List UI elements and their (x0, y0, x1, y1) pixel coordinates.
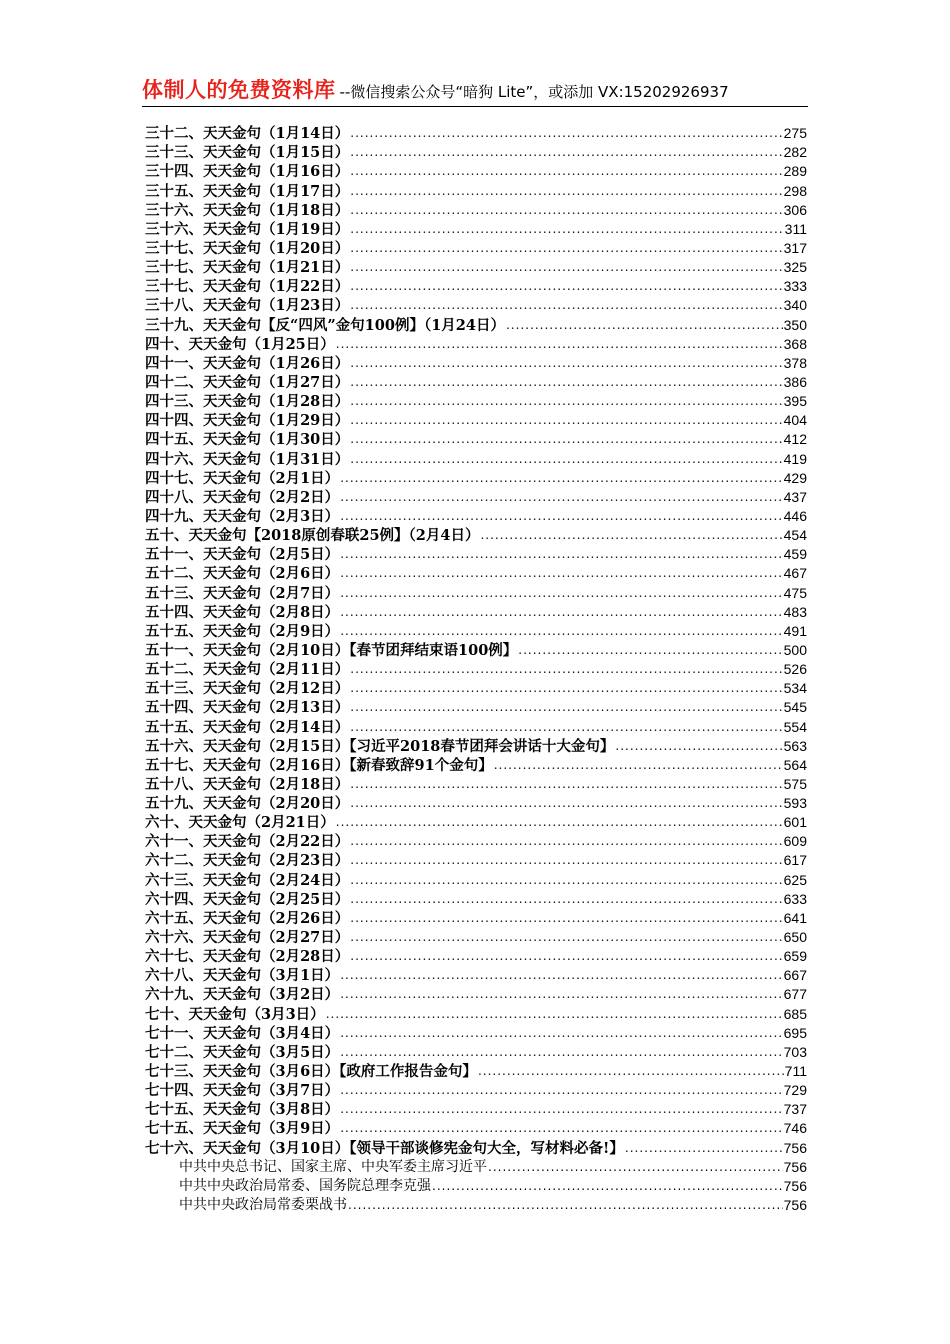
toc-entry-title: 五十、天天金句【2018原创春联25例】（2月4日） (145, 527, 480, 545)
toc-entry-title: 三十六、天天金句（1月19日） (145, 220, 350, 238)
toc-page-number: 454 (783, 527, 807, 544)
toc-entry-title: 四十二、天天金句（1月27日） (145, 373, 350, 391)
toc-dot-leader (615, 737, 782, 756)
toc-dot-leader (350, 890, 782, 909)
toc-page-number: 526 (783, 661, 807, 678)
toc-page-number: 756 (783, 1139, 807, 1156)
toc-entry[interactable] (145, 794, 807, 813)
toc-entry-title: 四十一、天天金句（1月26日） (145, 354, 350, 372)
toc-entry-title: 六十九、天天金句（3月2日） (145, 986, 340, 1004)
toc-page-number: 378 (783, 354, 807, 371)
toc-entry[interactable] (145, 526, 807, 545)
toc-dot-leader (350, 124, 782, 143)
toc-entry-title: 中共中央政治局常委、国务院总理李克强 (179, 1177, 431, 1194)
toc-entry[interactable] (145, 832, 807, 851)
toc-entry-title: 五十五、天天金句（2月14日） (145, 718, 350, 736)
toc-entry-title: 中共中央政治局常委栗战书 (179, 1197, 347, 1214)
toc-entry-title: 六十七、天天金句（2月28日） (145, 948, 350, 966)
toc-dot-leader (432, 1177, 783, 1196)
toc-page-number: 275 (783, 125, 807, 142)
toc-dot-leader (340, 1119, 782, 1138)
toc-entry-title: 五十一、天天金句（2月10日）【春节团拜结束语100例】 (145, 641, 518, 659)
toc-entry[interactable] (145, 258, 807, 277)
toc-page-number: 564 (783, 756, 807, 773)
toc-entry[interactable] (145, 373, 807, 392)
toc-dot-leader (350, 718, 782, 737)
toc-page-number: 729 (783, 1082, 807, 1099)
toc-page-number: 617 (783, 852, 807, 869)
toc-dot-leader (350, 947, 782, 966)
toc-entry[interactable] (145, 1043, 807, 1062)
toc-entry[interactable] (145, 603, 807, 622)
toc-entry-title: 三十七、天天金句（1月20日） (145, 239, 350, 257)
toc-entry[interactable] (145, 296, 807, 315)
toc-entry[interactable] (145, 1100, 807, 1119)
toc-entry-title: 五十五、天天金句（2月9日） (145, 622, 340, 640)
toc-entry-title: 四十八、天天金句（2月2日） (145, 488, 340, 506)
toc-entry[interactable] (145, 1024, 807, 1043)
toc-page-number: 737 (783, 1101, 807, 1118)
toc-page-number: 325 (783, 259, 807, 276)
toc-entry-title: 七十三、天天金句（3月6日）【政府工作报告金句】 (145, 1063, 477, 1081)
toc-entry[interactable] (145, 220, 807, 239)
toc-dot-leader (350, 832, 782, 851)
toc-entry[interactable] (145, 775, 807, 794)
toc-entry-title: 三十五、天天金句（1月17日） (145, 182, 350, 200)
toc-entry-title: 四十九、天天金句（2月3日） (145, 507, 340, 525)
toc-page-number: 756 (783, 1177, 807, 1194)
toc-page-number: 650 (783, 929, 807, 946)
toc-dot-leader (350, 143, 782, 162)
toc-entry-title: 三十三、天天金句（1月15日） (145, 144, 350, 162)
toc-entry-title: 四十四、天天金句（1月29日） (145, 412, 350, 430)
toc-dot-leader (340, 603, 782, 622)
toc-entry-title: 七十五、天天金句（3月9日） (145, 1120, 340, 1138)
toc-dot-leader (340, 564, 782, 583)
toc-entry[interactable] (145, 124, 807, 143)
toc-entry[interactable] (145, 181, 807, 200)
toc-page-number: 311 (784, 220, 807, 237)
toc-entry-title: 七十、天天金句（3月3日） (145, 1005, 325, 1023)
toc-page-number: 633 (783, 890, 807, 907)
page-header (142, 74, 808, 107)
toc-entry[interactable] (145, 1081, 807, 1100)
toc-page-number: 601 (783, 814, 807, 831)
toc-page-number: 419 (783, 450, 807, 467)
toc-entry-title: 六十五、天天金句（2月26日） (145, 909, 350, 927)
toc-dot-leader (350, 277, 782, 296)
toc-dot-leader (478, 1062, 784, 1081)
toc-entry-title: 七十二、天天金句（3月5日） (145, 1043, 340, 1061)
toc-page-number: 282 (783, 144, 807, 161)
toc-page-number: 475 (783, 584, 807, 601)
toc-dot-leader (350, 928, 782, 947)
toc-entry[interactable] (145, 315, 807, 334)
toc-entry[interactable] (145, 469, 807, 488)
toc-page-number: 483 (783, 603, 807, 620)
toc-entry-title: 三十四、天天金句（1月16日） (145, 163, 350, 181)
toc-dot-leader (488, 1158, 783, 1177)
toc-entry-title: 六十四、天天金句（2月25日） (145, 890, 350, 908)
toc-entry[interactable] (145, 870, 807, 889)
toc-page-number: 340 (783, 297, 807, 314)
toc-entry-title: 五十七、天天金句（2月16日）【新春致辞91个金句】 (145, 756, 493, 774)
toc-dot-leader (336, 813, 783, 832)
toc-entry[interactable] (145, 928, 807, 947)
toc-subentry[interactable] (145, 1158, 807, 1177)
toc-entry-title: 六十一、天天金句（2月22日） (145, 833, 350, 851)
toc-page-number: 667 (783, 967, 807, 984)
toc-entry[interactable] (145, 430, 807, 449)
toc-dot-leader (350, 239, 782, 258)
toc-entry[interactable] (145, 583, 807, 602)
toc-entry-title: 四十六、天天金句（1月31日） (145, 450, 350, 468)
toc-entry-title: 三十七、天天金句（1月21日） (145, 259, 350, 277)
toc-page-number: 333 (783, 278, 807, 295)
toc-dot-leader (350, 201, 782, 220)
toc-entry[interactable] (145, 698, 807, 717)
toc-entry[interactable] (145, 201, 807, 220)
toc-page-number: 459 (783, 546, 807, 563)
header-brand: 体制人的免费资料库 (142, 78, 336, 102)
toc-entry[interactable] (145, 354, 807, 373)
toc-entry[interactable] (145, 890, 807, 909)
toc-entry-title: 中共中央总书记、国家主席、中央军委主席习近平 (179, 1158, 487, 1175)
toc-entry-title: 三十六、天天金句（1月18日） (145, 201, 350, 219)
toc-entry[interactable] (145, 679, 807, 698)
toc-entry-title: 七十一、天天金句（3月4日） (145, 1024, 340, 1042)
toc-entry[interactable] (145, 449, 807, 468)
toc-page-number: 289 (783, 163, 807, 180)
toc-page-number: 685 (783, 1005, 807, 1022)
toc-entry[interactable] (145, 756, 807, 775)
toc-page-number: 609 (783, 833, 807, 850)
toc-entry[interactable] (145, 277, 807, 296)
toc-dot-leader (350, 162, 782, 181)
toc-page-number: 563 (783, 737, 807, 754)
toc-entry[interactable] (145, 239, 807, 258)
toc-page-number: 756 (783, 1158, 807, 1175)
toc-dot-leader (336, 335, 783, 354)
toc-page-number: 677 (783, 986, 807, 1003)
toc-page-number: 429 (783, 469, 807, 486)
toc-dot-leader (350, 392, 782, 411)
toc-dot-leader (518, 641, 782, 660)
toc-dot-leader (350, 871, 782, 890)
toc-page-number: 659 (783, 948, 807, 965)
toc-page-number: 306 (783, 201, 807, 218)
toc-entry[interactable] (145, 335, 807, 354)
toc-page-number: 317 (783, 239, 807, 256)
toc-page-number: 554 (783, 718, 807, 735)
toc-page-number: 500 (783, 641, 807, 658)
toc-dot-leader (340, 985, 782, 1004)
toc-page-number: 593 (783, 795, 807, 812)
toc-entry-title: 三十九、天天金句【反“四风”金句100例】（1月24日） (145, 316, 505, 334)
toc-dot-leader (340, 1100, 782, 1119)
toc-dot-leader (340, 1081, 782, 1100)
toc-dot-leader (326, 1005, 783, 1024)
toc-dot-leader (350, 698, 782, 717)
toc-entry-title: 五十四、天天金句（2月8日） (145, 603, 340, 621)
toc-entry[interactable] (145, 564, 807, 583)
toc-dot-leader (350, 909, 782, 928)
toc-entry[interactable] (145, 641, 807, 660)
toc-dot-leader (480, 526, 782, 545)
toc-entry[interactable] (145, 545, 807, 564)
toc-page-number: 386 (783, 373, 807, 390)
toc-entry-title: 四十、天天金句（1月25日） (145, 335, 335, 353)
toc-subentry[interactable] (145, 1196, 807, 1215)
toc-dot-leader (350, 794, 782, 813)
toc-dot-leader (350, 411, 782, 430)
toc-entry[interactable] (145, 1119, 807, 1138)
toc-page-number: 412 (783, 431, 807, 448)
toc-page-number: 491 (783, 622, 807, 639)
table-of-contents (145, 124, 807, 1215)
toc-entry-title: 三十二、天天金句（1月14日） (145, 125, 350, 143)
toc-page-number: 350 (783, 316, 807, 333)
toc-dot-leader (340, 545, 782, 564)
toc-entry-title: 三十八、天天金句（1月23日） (145, 297, 350, 315)
header-contact-info: --微信搜索公众号“暗狗 Lite”，或添加 VX:15202926937 (339, 83, 729, 101)
toc-entry-title: 五十二、天天金句（2月11日） (145, 661, 350, 679)
toc-entry-title: 六十二、天天金句（2月23日） (145, 852, 350, 870)
toc-dot-leader (340, 966, 782, 985)
toc-dot-leader (506, 316, 783, 335)
toc-entry[interactable] (145, 737, 807, 756)
toc-page-number: 625 (783, 871, 807, 888)
toc-dot-leader (350, 660, 782, 679)
toc-dot-leader (625, 1139, 783, 1158)
toc-entry[interactable] (145, 1004, 807, 1023)
toc-dot-leader (340, 584, 782, 603)
toc-dot-leader (340, 1043, 782, 1062)
toc-dot-leader (350, 430, 782, 449)
toc-dot-leader (350, 775, 782, 794)
toc-dot-leader (340, 507, 782, 526)
toc-entry-title: 四十七、天天金句（2月1日） (145, 469, 340, 487)
toc-entry-title: 五十三、天天金句（2月7日） (145, 584, 340, 602)
toc-dot-leader (494, 756, 783, 775)
toc-entry-title: 七十六、天天金句（3月10日）【领导干部谈修宪金句大全，写材料必备!】 (145, 1139, 624, 1157)
toc-page-number: 641 (783, 909, 807, 926)
toc-dot-leader (350, 450, 782, 469)
toc-page-number: 298 (783, 182, 807, 199)
toc-entry[interactable] (145, 947, 807, 966)
toc-dot-leader (340, 469, 782, 488)
toc-page-number: 703 (783, 1043, 807, 1060)
toc-entry-title: 五十三、天天金句（2月12日） (145, 680, 350, 698)
toc-entry[interactable] (145, 985, 807, 1004)
toc-entry[interactable] (145, 717, 807, 736)
toc-page-number: 756 (783, 1197, 807, 1214)
toc-dot-leader (340, 622, 782, 641)
toc-page-number: 575 (783, 775, 807, 792)
toc-page-number: 404 (783, 412, 807, 429)
toc-entry-title: 六十六、天天金句（2月27日） (145, 929, 350, 947)
toc-page-number: 446 (783, 507, 807, 524)
toc-entry[interactable] (145, 1138, 807, 1157)
toc-entry[interactable] (145, 909, 807, 928)
toc-entry-title: 七十四、天天金句（3月7日） (145, 1082, 340, 1100)
toc-page-number: 695 (783, 1024, 807, 1041)
toc-subentry[interactable] (145, 1177, 807, 1196)
toc-entry-title: 四十五、天天金句（1月30日） (145, 431, 350, 449)
toc-entry-title: 四十三、天天金句（1月28日） (145, 393, 350, 411)
toc-entry-title: 六十三、天天金句（2月24日） (145, 871, 350, 889)
toc-entry-title: 六十、天天金句（2月21日） (145, 814, 335, 832)
toc-dot-leader (350, 679, 782, 698)
toc-entry[interactable] (145, 1062, 807, 1081)
toc-page-number: 368 (783, 335, 807, 352)
toc-entry[interactable] (145, 507, 807, 526)
toc-entry-title: 五十八、天天金句（2月18日） (145, 775, 350, 793)
toc-entry[interactable] (145, 392, 807, 411)
toc-entry[interactable] (145, 488, 807, 507)
toc-entry[interactable] (145, 660, 807, 679)
toc-page-number: 467 (783, 565, 807, 582)
toc-dot-leader (348, 1196, 783, 1215)
toc-dot-leader (350, 354, 782, 373)
toc-dot-leader (350, 220, 783, 239)
toc-dot-leader (340, 488, 782, 507)
toc-entry-title: 五十一、天天金句（2月5日） (145, 546, 340, 564)
toc-page-number: 437 (783, 488, 807, 505)
toc-page-number: 711 (784, 1063, 807, 1080)
toc-page-number: 534 (783, 680, 807, 697)
toc-entry-title: 六十八、天天金句（3月1日） (145, 967, 340, 985)
toc-entry-title: 三十七、天天金句（1月22日） (145, 278, 350, 296)
toc-dot-leader (350, 258, 782, 277)
toc-entry-title: 五十四、天天金句（2月13日） (145, 699, 350, 717)
toc-entry[interactable] (145, 966, 807, 985)
toc-dot-leader (350, 851, 782, 870)
toc-entry[interactable] (145, 622, 807, 641)
toc-entry-title: 七十五、天天金句（3月8日） (145, 1101, 340, 1119)
toc-page-number: 746 (783, 1120, 807, 1137)
toc-entry-title: 五十六、天天金句（2月15日）【习近平2018春节团拜会讲话十大金句】 (145, 737, 615, 755)
toc-dot-leader (350, 296, 782, 315)
toc-dot-leader (340, 1024, 782, 1043)
toc-entry-title: 五十二、天天金句（2月6日） (145, 565, 340, 583)
toc-dot-leader (350, 373, 782, 392)
toc-entry[interactable] (145, 411, 807, 430)
toc-page-number: 395 (783, 393, 807, 410)
toc-entry[interactable] (145, 143, 807, 162)
toc-entry[interactable] (145, 813, 807, 832)
toc-entry-title: 五十九、天天金句（2月20日） (145, 795, 350, 813)
toc-entry[interactable] (145, 851, 807, 870)
toc-dot-leader (350, 182, 782, 201)
toc-entry[interactable] (145, 162, 807, 181)
toc-page-number: 545 (783, 699, 807, 716)
